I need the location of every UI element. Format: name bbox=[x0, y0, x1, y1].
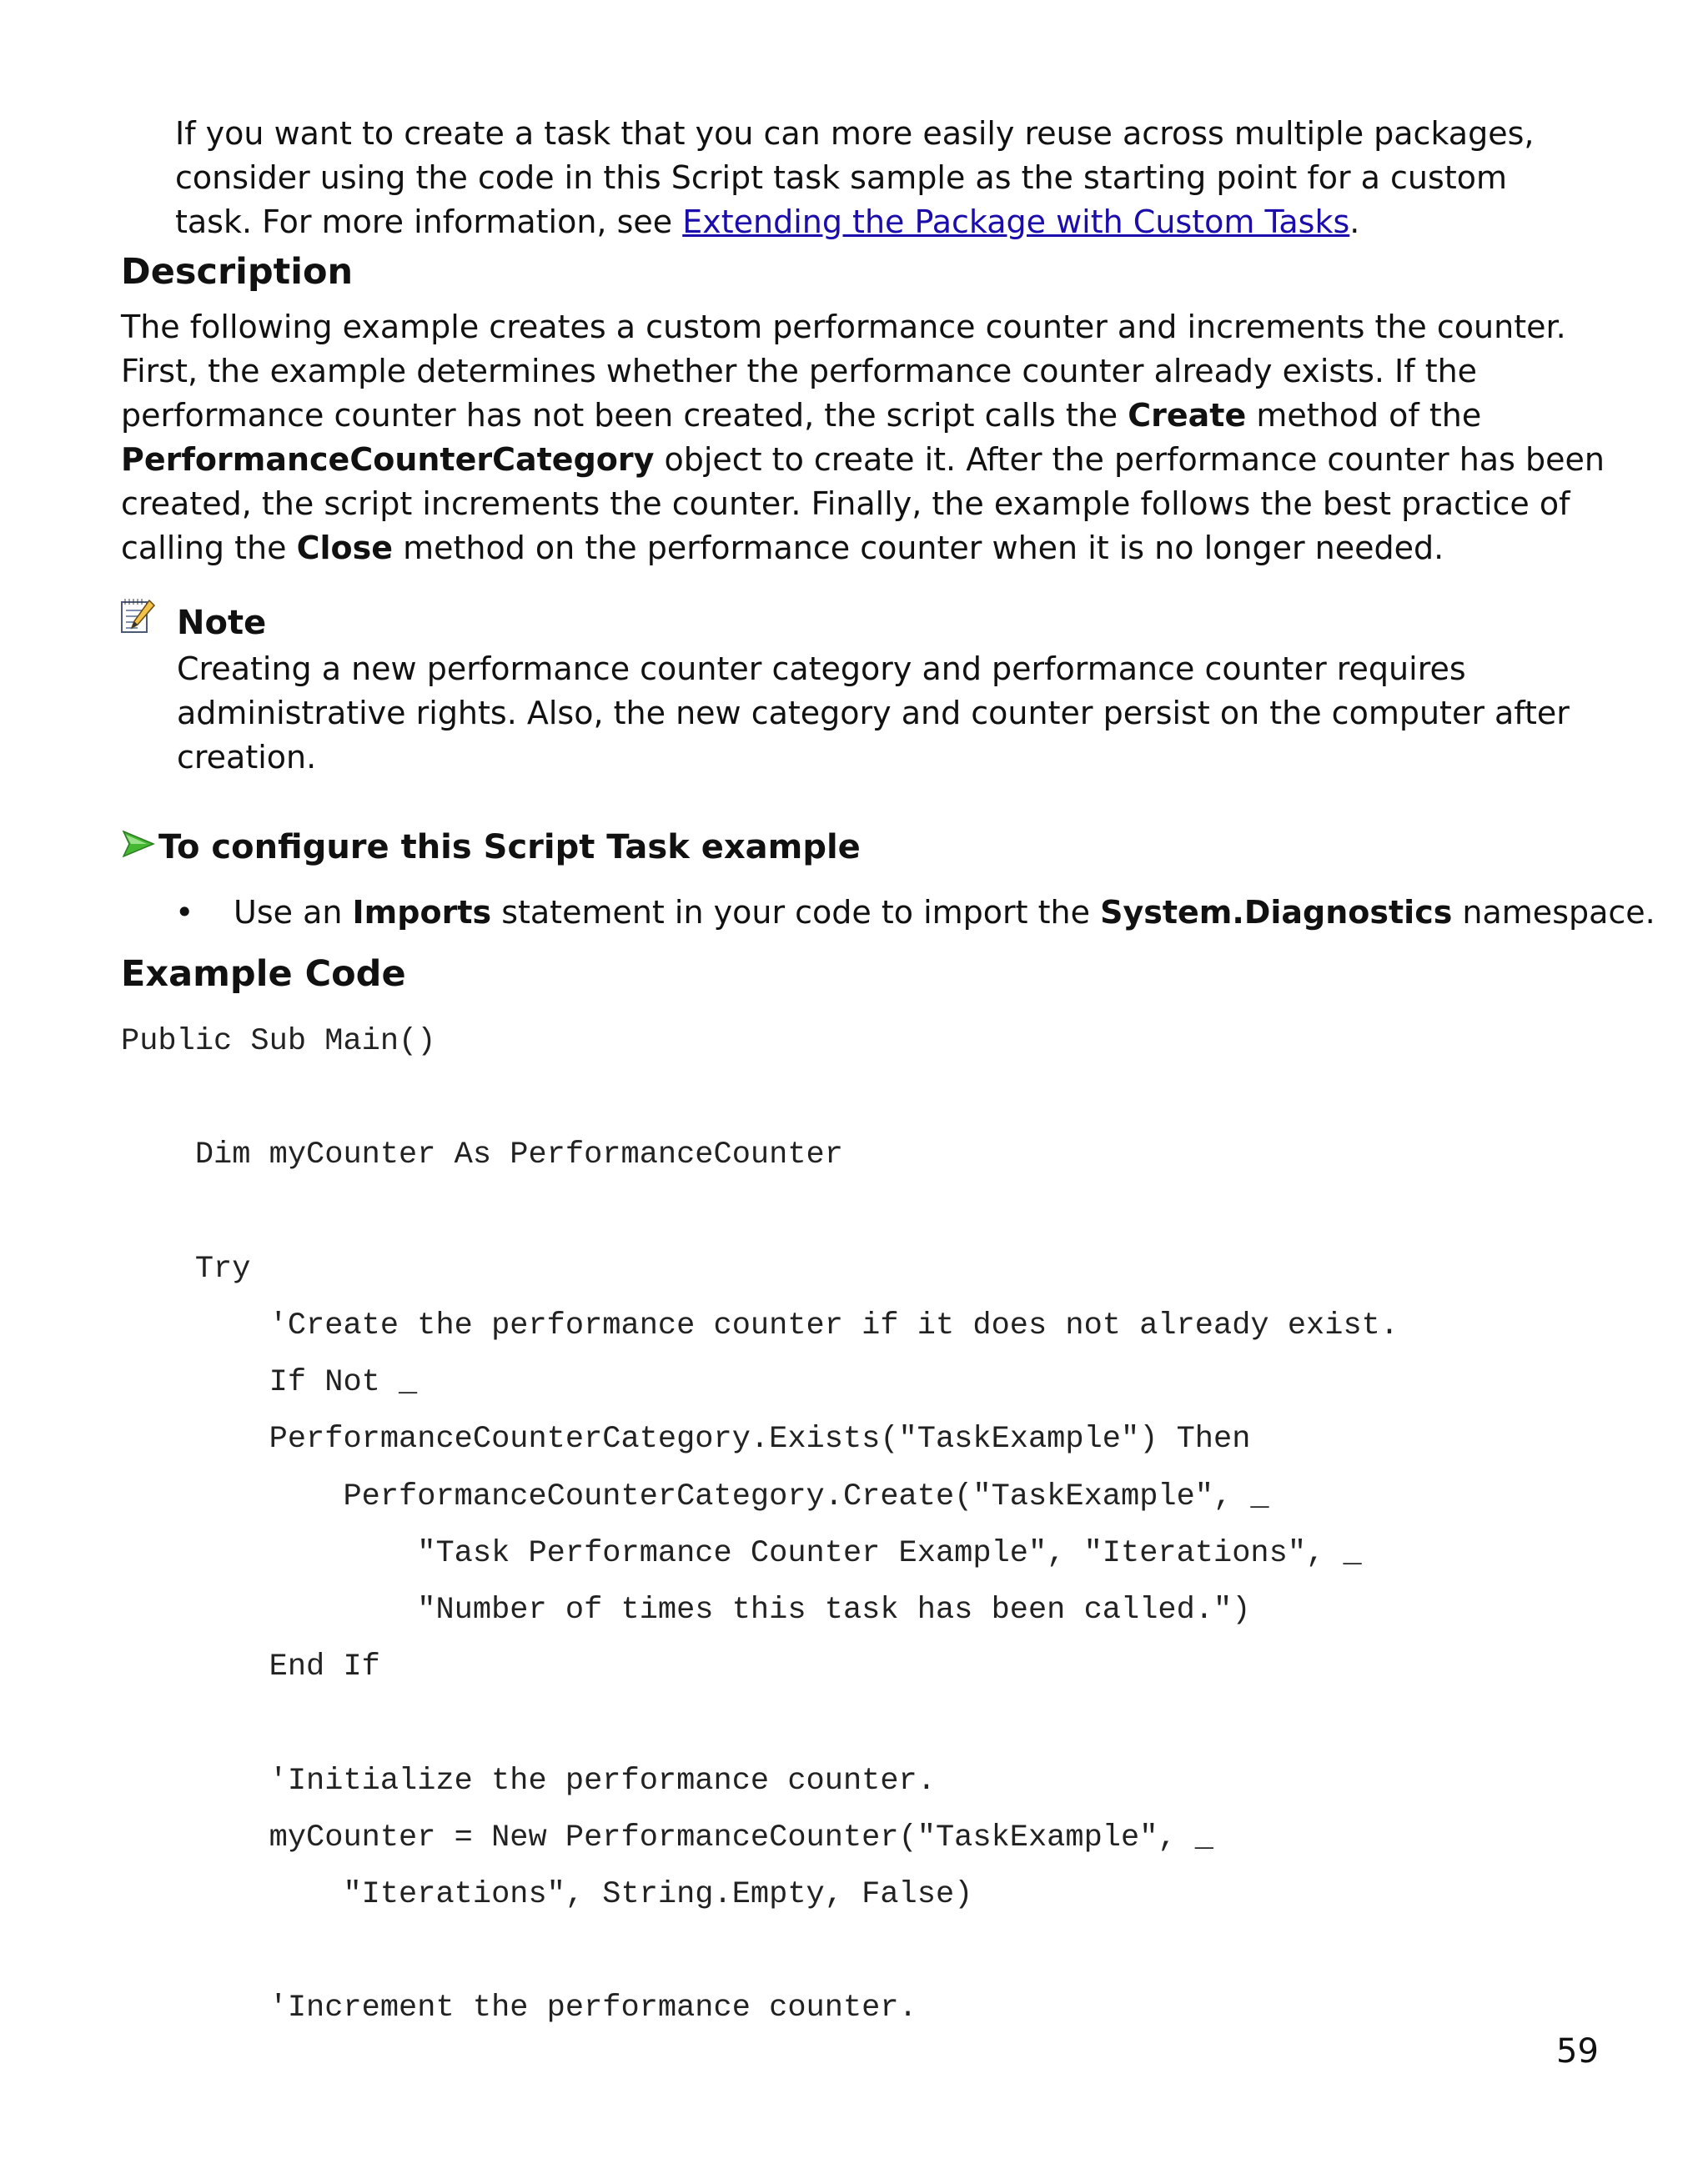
description-text-1: The following example creates a custom performance counter and increments the counter. First, the example determines whether the performance counter already exists. If the performance counter has not been created, the script calls the bbox=[121, 309, 1566, 434]
description-paragraph bbox=[121, 305, 1605, 570]
example-code-heading: Example Code bbox=[121, 953, 406, 995]
description-text-2: method of the bbox=[1246, 397, 1482, 434]
description-text-4: method on the performance counter when it is no longer needed. bbox=[393, 530, 1444, 566]
intro-text-end: . bbox=[1349, 203, 1360, 240]
green-arrow-icon bbox=[122, 830, 155, 858]
code-block: Public Sub Main() Dim myCounter As PerformanceCounter Try 'Create the performance counter if it does not already exist. If Not _ PerformanceCounterCategory.Exists("TaskExample") Then PerformanceCounterCategory.Create("TaskExample", _ "Task Performance Counter Example", "Iterations", _ "Number of times this task has been called.") End If 'Initialize the performance counter. myCounter = New PerformanceCounter("TaskExample", _ "Iterations", String.Empty, False) 'Increment the performance counter. bbox=[121, 1024, 1399, 2026]
procedure-bullet-text bbox=[234, 891, 1655, 935]
note-pad-pencil-icon bbox=[119, 597, 156, 635]
bullet-point: • bbox=[175, 894, 194, 931]
description-heading: Description bbox=[121, 251, 354, 293]
intro-paragraph bbox=[175, 112, 1593, 244]
extending-package-link[interactable]: Extending the Package with Custom Tasks bbox=[682, 203, 1350, 240]
system-diagnostics-keyword: System.Diagnostics bbox=[1100, 894, 1453, 931]
performance-counter-category-keyword: PerformanceCounterCategory bbox=[121, 441, 655, 478]
bullet-text-2: statement in your code to import the bbox=[491, 894, 1101, 931]
create-keyword: Create bbox=[1128, 397, 1247, 434]
note-body: Creating a new performance counter category and performance counter requires administrative rights. Also, the new category and counter persist on the computer after creation. bbox=[177, 650, 1570, 776]
procedure-title: To configure this Script Task example bbox=[158, 828, 861, 866]
close-keyword: Close bbox=[296, 530, 393, 566]
imports-keyword: Imports bbox=[352, 894, 492, 931]
note-title: Note bbox=[177, 604, 267, 642]
bullet-text-1: Use an bbox=[234, 894, 353, 931]
intro-text: If you want to create a task that you can more easily reuse across multiple packages, consider using the code in this Script task sample as the starting point for a custom task. For more information, see bbox=[175, 115, 1535, 240]
description-text-3: object to create it. After the performance counter has been created, the script increments the counter. Finally, the example follows the best practice of calling the bbox=[121, 441, 1605, 566]
bullet-text-3: namespace. bbox=[1452, 894, 1655, 931]
page-number: 59 bbox=[1556, 2032, 1599, 2071]
